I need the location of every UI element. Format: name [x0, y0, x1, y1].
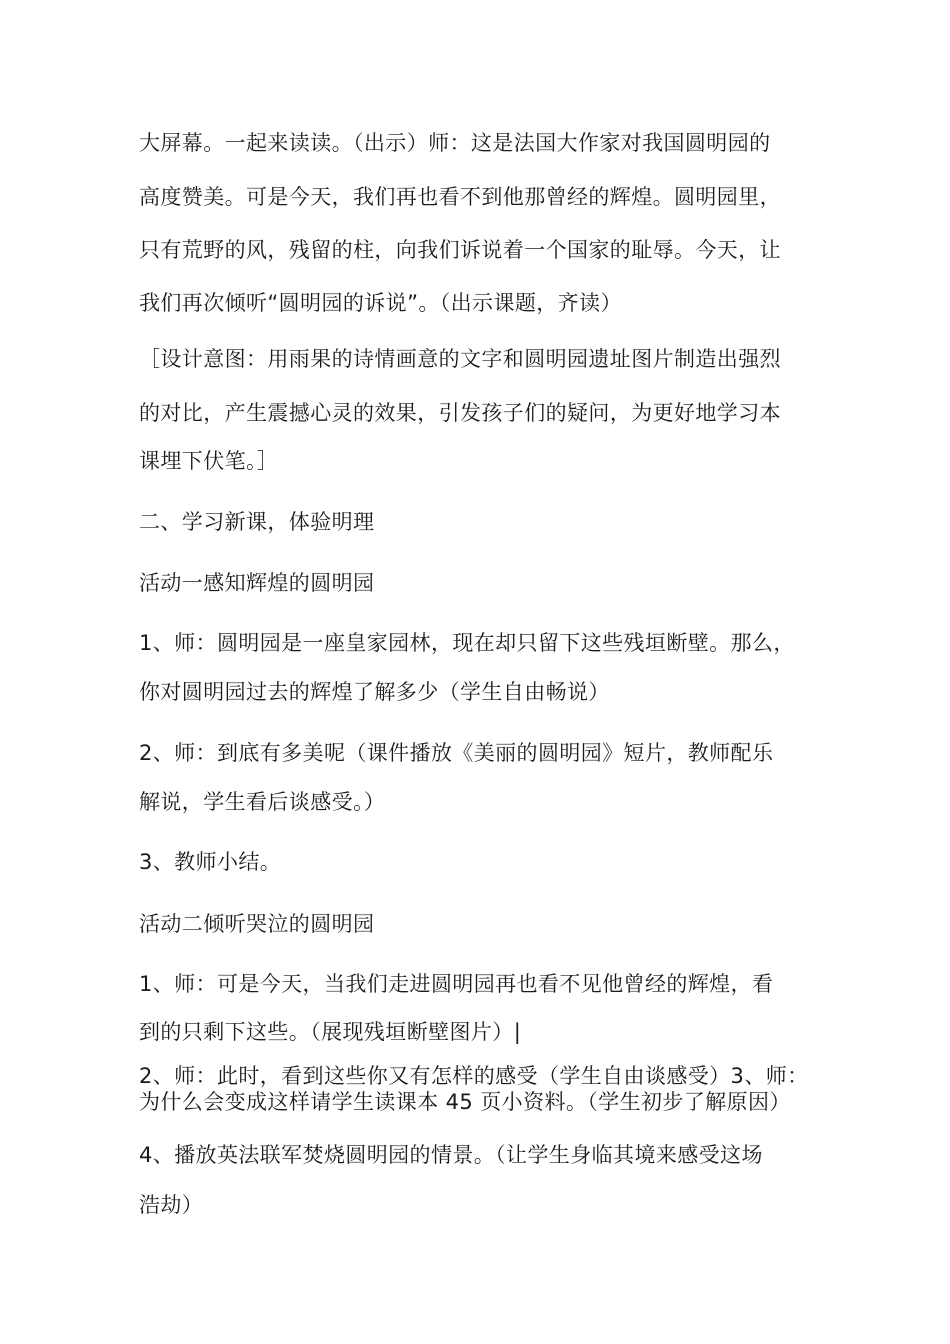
activity-one-item-3: 3、教师小结。: [139, 850, 282, 874]
activity-two-item-1: 1、师：可是今天，当我们走进圆明园再也看不见他曾经的辉煌，看: [139, 972, 774, 996]
design-intent-line-2: 的对比，产生震撼心灵的效果，引发孩子们的疑问，为更好地学习本: [139, 401, 781, 425]
activity-two-item-1-cont: 到的只剩下这些。（展现残垣断壁图片）|: [139, 1020, 522, 1044]
activity-two-item-4: 4、播放英法联军焚烧圆明园的情景。（让学生身临其境来感受这场: [139, 1143, 763, 1167]
activity-two-item-2: 2、师：此时，看到这些你又有怎样的感受（学生自由谈感受）3、师：: [139, 1064, 809, 1088]
design-intent-line-1: ［设计意图：用雨果的诗情画意的文字和圆明园遗址图片制造出强烈: [139, 347, 781, 371]
activity-one-item-2: 2、师：到底有多美呢（课件播放《美丽的圆明园》短片，教师配乐: [139, 741, 774, 765]
text-line-3: 只有荒野的风，残留的柱，向我们诉说着一个国家的耻辱。今天，让: [139, 238, 781, 262]
activity-two-heading: 活动二倾听哭泣的圆明园: [139, 912, 375, 936]
text-line-1: 大屏幕。一起来读读。（出示）师：这是法国大作家对我国圆明园的: [139, 131, 771, 155]
design-intent-line-3: 课埋下伏笔。］: [139, 449, 279, 473]
text-line-2: 高度赞美。可是今天，我们再也看不到他那曾经的辉煌。圆明园里，: [139, 185, 781, 209]
activity-one-item-1-cont: 你对圆明园过去的辉煌了解多少（学生自由畅说）: [139, 680, 610, 704]
activity-one-heading: 活动一感知辉煌的圆明园: [139, 571, 375, 595]
activity-two-item-2-cont: 为什么会变成这样请学生读课本 45 页小资料。（学生初步了解原因）: [139, 1090, 791, 1114]
activity-one-item-2-cont: 解说，学生看后谈感受。）: [139, 790, 386, 814]
activity-one-item-1: 1、师：圆明园是一座皇家园林，现在却只留下这些残垣断壁。那么，: [139, 631, 795, 655]
activity-two-item-4-cont: 浩劫）: [139, 1193, 204, 1217]
text-line-4: 我们再次倾听“圆明园的诉说”。（出示课题，齐读）: [139, 291, 622, 315]
section-heading: 二、学习新课，体验明理: [139, 510, 375, 534]
